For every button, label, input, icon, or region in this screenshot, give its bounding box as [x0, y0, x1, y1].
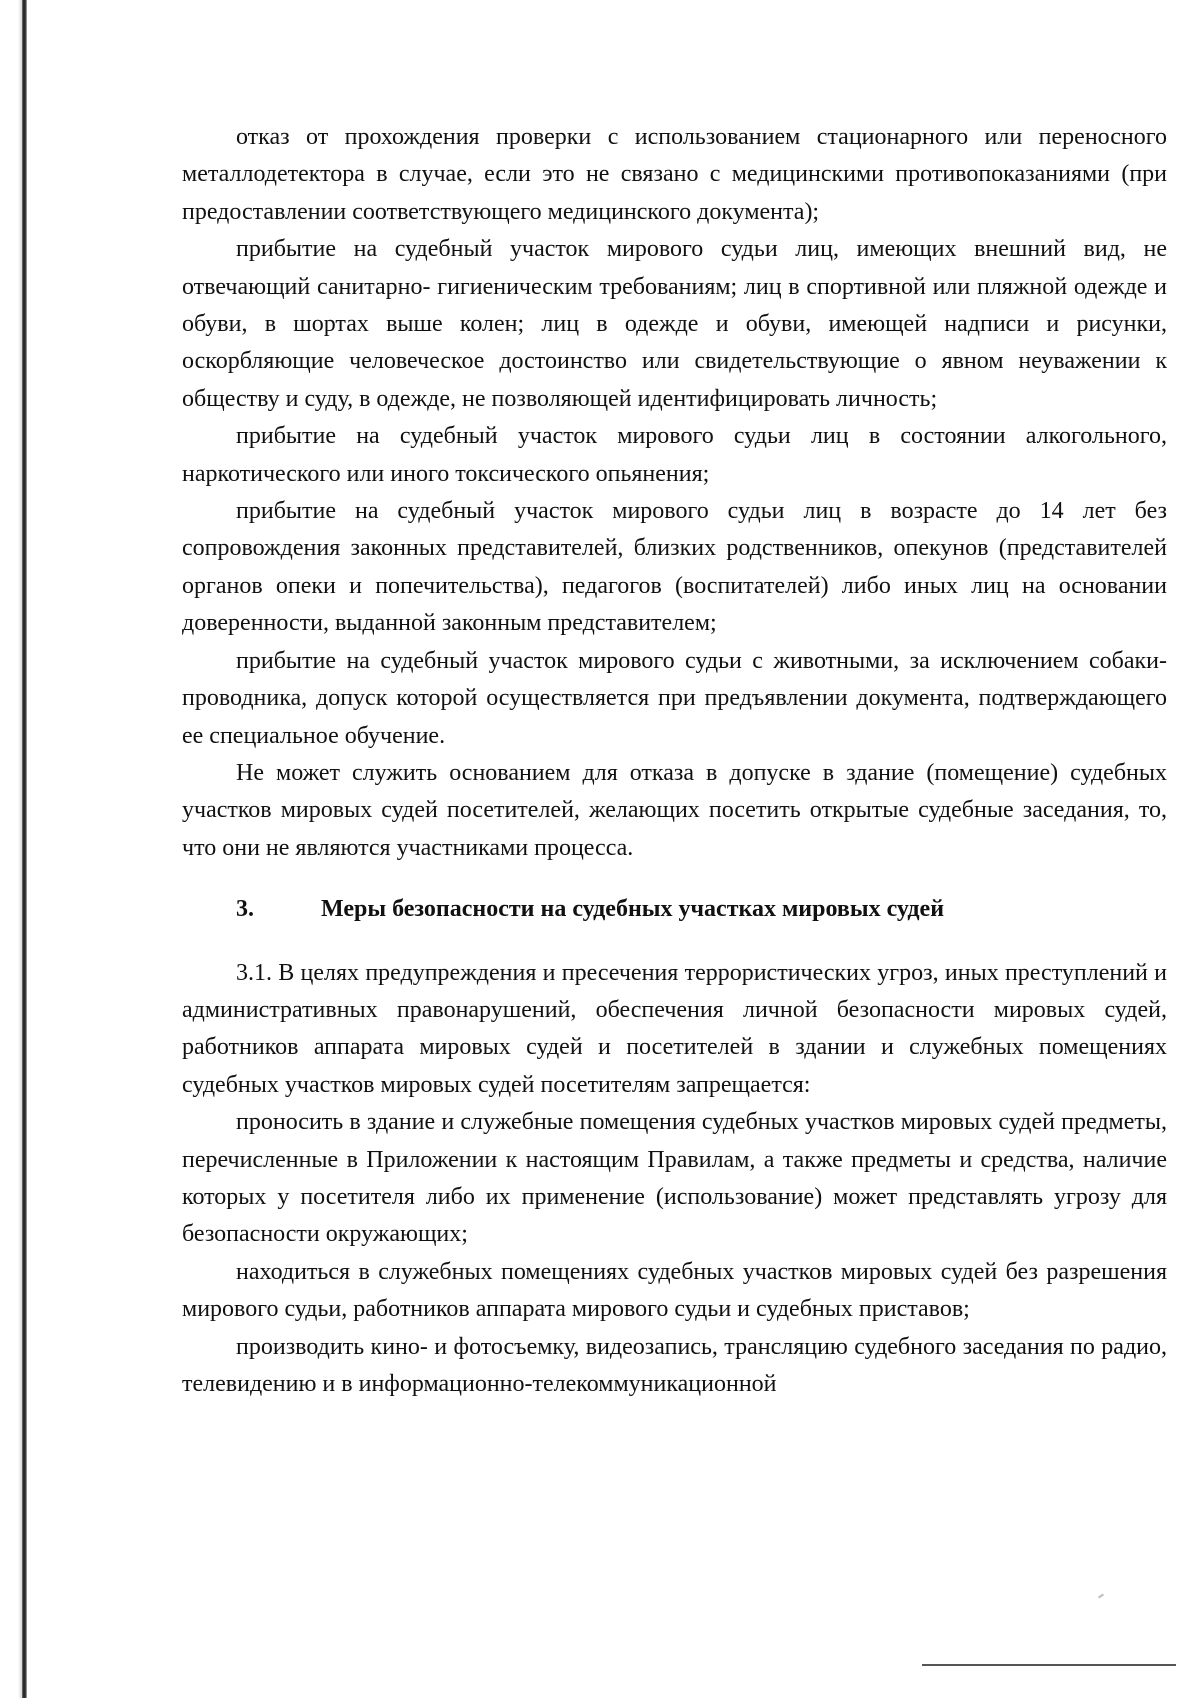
paragraph: прибытие на судебный участок мирового судьи лиц, имеющих внешний вид, не отвечающий санитарно- гигиеническим требованиям; лиц в спортивной или пляжной одежде и обуви, в шортах выше колен; лиц в одежде и обуви, имеющей надписи и рисунки, оскорбляющие человеческое достоинство или свидетельствующие о явном неуважении к обществу и суду, в одежде, не позволяющей идентифицировать личность;: [182, 236, 1167, 412]
paragraph: отказ от прохождения проверки с использованием стационарного или переносного металлодетектора в случае, если это не связано с медицинскими противопоказаниями (при предоставлении соответствующего медицинского документа);: [182, 124, 1167, 225]
paragraph: прибытие на судебный участок мирового судьи лиц в возрасте до 14 лет без сопровождения законных представителей, близких родственников, опекунов (представителей органов опеки и попечительства), педагогов (воспитателей) либо иных лиц на основании доверенности, выданной законным представителем;: [182, 498, 1167, 637]
section-title: Меры безопасности на судебных участках мировых судей: [321, 896, 945, 923]
footer-rule: [922, 1664, 1176, 1666]
paragraph: прибытие на судебный участок мирового судьи с животными, за исключением собаки-проводника, допуск которой осуществляется при предъявлении документа, подтверждающего ее специальное обучение.: [182, 647, 1167, 749]
section-heading: [182, 891, 1167, 928]
paragraph: 3.1. В целях предупреждения и пресечения террористических угроз, иных преступлений и административных правонарушений, обеспечения личной безопасности мировых судей, работников аппарата мировых судей и посетителей в здании и служебных помещениях судебных участков мировых судей посетителям запрещается:: [182, 959, 1167, 1098]
paragraph: проносить в здание и служебные помещения судебных участков мировых судей предметы, перечисленные в Приложении к настоящим Правилам, а также предметы и средства, наличие которых у посетителя либо их применение (использование) может представлять угрозу для безопасности окружающих;: [182, 1109, 1167, 1248]
document-page: [182, 119, 1167, 1403]
scan-binding-edge: [22, 0, 27, 1698]
section-number: 3.: [236, 896, 254, 923]
paragraph: Не может служить основанием для отказа в допуске в здание (помещение) судебных участков мировых судей посетителей, желающих посетить открытые судебные заседания, то, что они не являются участниками процесса.: [182, 759, 1167, 861]
paragraph: производить кино- и фотосъемку, видеозапись, трансляцию судебного заседания по радио, телевидению и в информационно-телекоммуникационной: [182, 1333, 1167, 1397]
paragraph: прибытие на судебный участок мирового судьи лиц в состоянии алкогольного, наркотического или иного токсического опьянения;: [182, 423, 1167, 487]
paragraph: находиться в служебных помещениях судебных участков мировых судей без разрешения мирового судьи, работников аппарата мирового судьи и судебных приставов;: [182, 1258, 1167, 1323]
scan-speck: [1098, 1593, 1104, 1598]
